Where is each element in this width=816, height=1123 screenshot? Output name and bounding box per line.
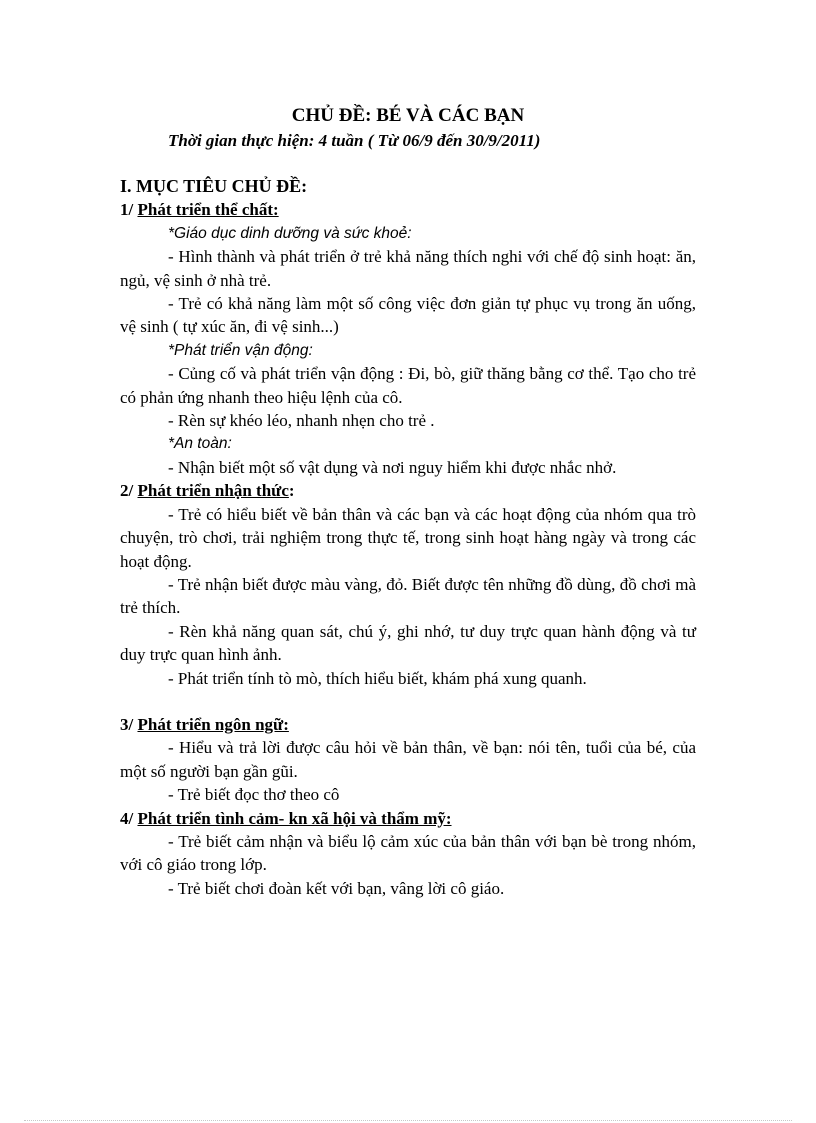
section-2-title-colon: : bbox=[288, 481, 295, 501]
document-body bbox=[120, 175, 696, 900]
section-4-paragraph-2: - Trẻ biết chơi đoàn kết với bạn, vâng lời cô giáo. bbox=[168, 878, 505, 898]
section-2-title: Phát triển nhận thức bbox=[137, 481, 289, 501]
section-1-paragraph-1: - Hình thành và phát triển ở trẻ khả năng thích nghi với chế độ sinh hoạt: ăn, ngủ, vệ sinh ở nhà trẻ. bbox=[120, 247, 696, 290]
section-1-subheading-motor: *Phát triển vận động: bbox=[168, 341, 313, 359]
section-1-subheading-safety: *An toàn: bbox=[168, 435, 232, 453]
section-1-paragraph-3: - Củng cố và phát triển vận động : Đi, bò, giữ thăng bằng cơ thể. Tạo cho trẻ có phản ứng nhanh theo hiệu lệnh của cô. bbox=[120, 364, 696, 407]
section-3-paragraph-1: - Hiểu và trả lời được câu hỏi về bản thân, về bạn: nói tên, tuổi của bé, của một số người bạn gần gũi. bbox=[120, 738, 696, 781]
section-1-subheading-nutrition: *Giáo dục dinh dưỡng và sức khoẻ: bbox=[168, 224, 412, 242]
section-4-heading bbox=[120, 807, 696, 830]
section-3-number: 3/ bbox=[120, 714, 134, 734]
section-3-heading bbox=[120, 713, 696, 736]
document-title: CHỦ ĐỀ: BÉ VÀ CÁC BẠN bbox=[291, 105, 525, 126]
section-heading: I. MỤC TIÊU CHỦ ĐỀ: bbox=[120, 176, 308, 196]
section-2-paragraph-4: - Phát triển tính tò mò, thích hiểu biết, khám phá xung quanh. bbox=[168, 668, 587, 688]
section-1-number: 1/ bbox=[120, 200, 134, 220]
page-bottom-divider bbox=[24, 1120, 792, 1121]
section-2-number: 2/ bbox=[120, 481, 134, 501]
section-4-paragraph-1: - Trẻ biết cảm nhận và biểu lộ cảm xúc của bản thân với bạn bè trong nhóm, với cô giáo trong lớp. bbox=[120, 831, 696, 875]
section-1-title: Phát triển thể chất: bbox=[137, 200, 279, 220]
section-4-title: Phát triển tình cảm- kn xã hội và thẩm mỹ: bbox=[137, 808, 452, 828]
section-2-paragraph-2: - Trẻ nhận biết được màu vàng, đỏ. Biết được tên những đồ dùng, đồ chơi mà trẻ thích. bbox=[120, 574, 696, 618]
section-2-heading bbox=[120, 479, 696, 502]
section-1-paragraph-5: - Nhận biết một số vật dụng và nơi nguy hiểm khi được nhắc nhở. bbox=[168, 457, 617, 477]
spacer bbox=[120, 690, 696, 713]
section-1-paragraph-4: - Rèn sự khéo léo, nhanh nhẹn cho trẻ . bbox=[168, 411, 435, 431]
section-3-paragraph-2: - Trẻ biết đọc thơ theo cô bbox=[168, 785, 340, 805]
section-3-title: Phát triển ngôn ngữ: bbox=[137, 714, 289, 734]
document-subtitle: Thời gian thực hiện: 4 tuần ( Từ 06/9 đến 30/9/2011) bbox=[168, 131, 541, 150]
section-4-number: 4/ bbox=[120, 808, 134, 828]
section-1-paragraph-2: - Trẻ có khả năng làm một số công việc đơn giản tự phục vụ trong ăn uống, vệ sinh ( tự xúc ăn, đi vệ sinh...) bbox=[120, 294, 696, 337]
section-2-paragraph-1: - Trẻ có hiểu biết về bản thân và các bạn và các hoạt động của nhóm qua trò chuyện, trò chơi, trải nghiệm trong thực tế, trong sinh hoạt hàng ngày và trong các hoạt động. bbox=[120, 504, 696, 571]
section-1-heading bbox=[120, 198, 696, 221]
section-2-paragraph-3: - Rèn khả năng quan sát, chú ý, ghi nhớ, tư duy trực quan hành động và tư duy trực quan hình ảnh. bbox=[120, 621, 696, 665]
